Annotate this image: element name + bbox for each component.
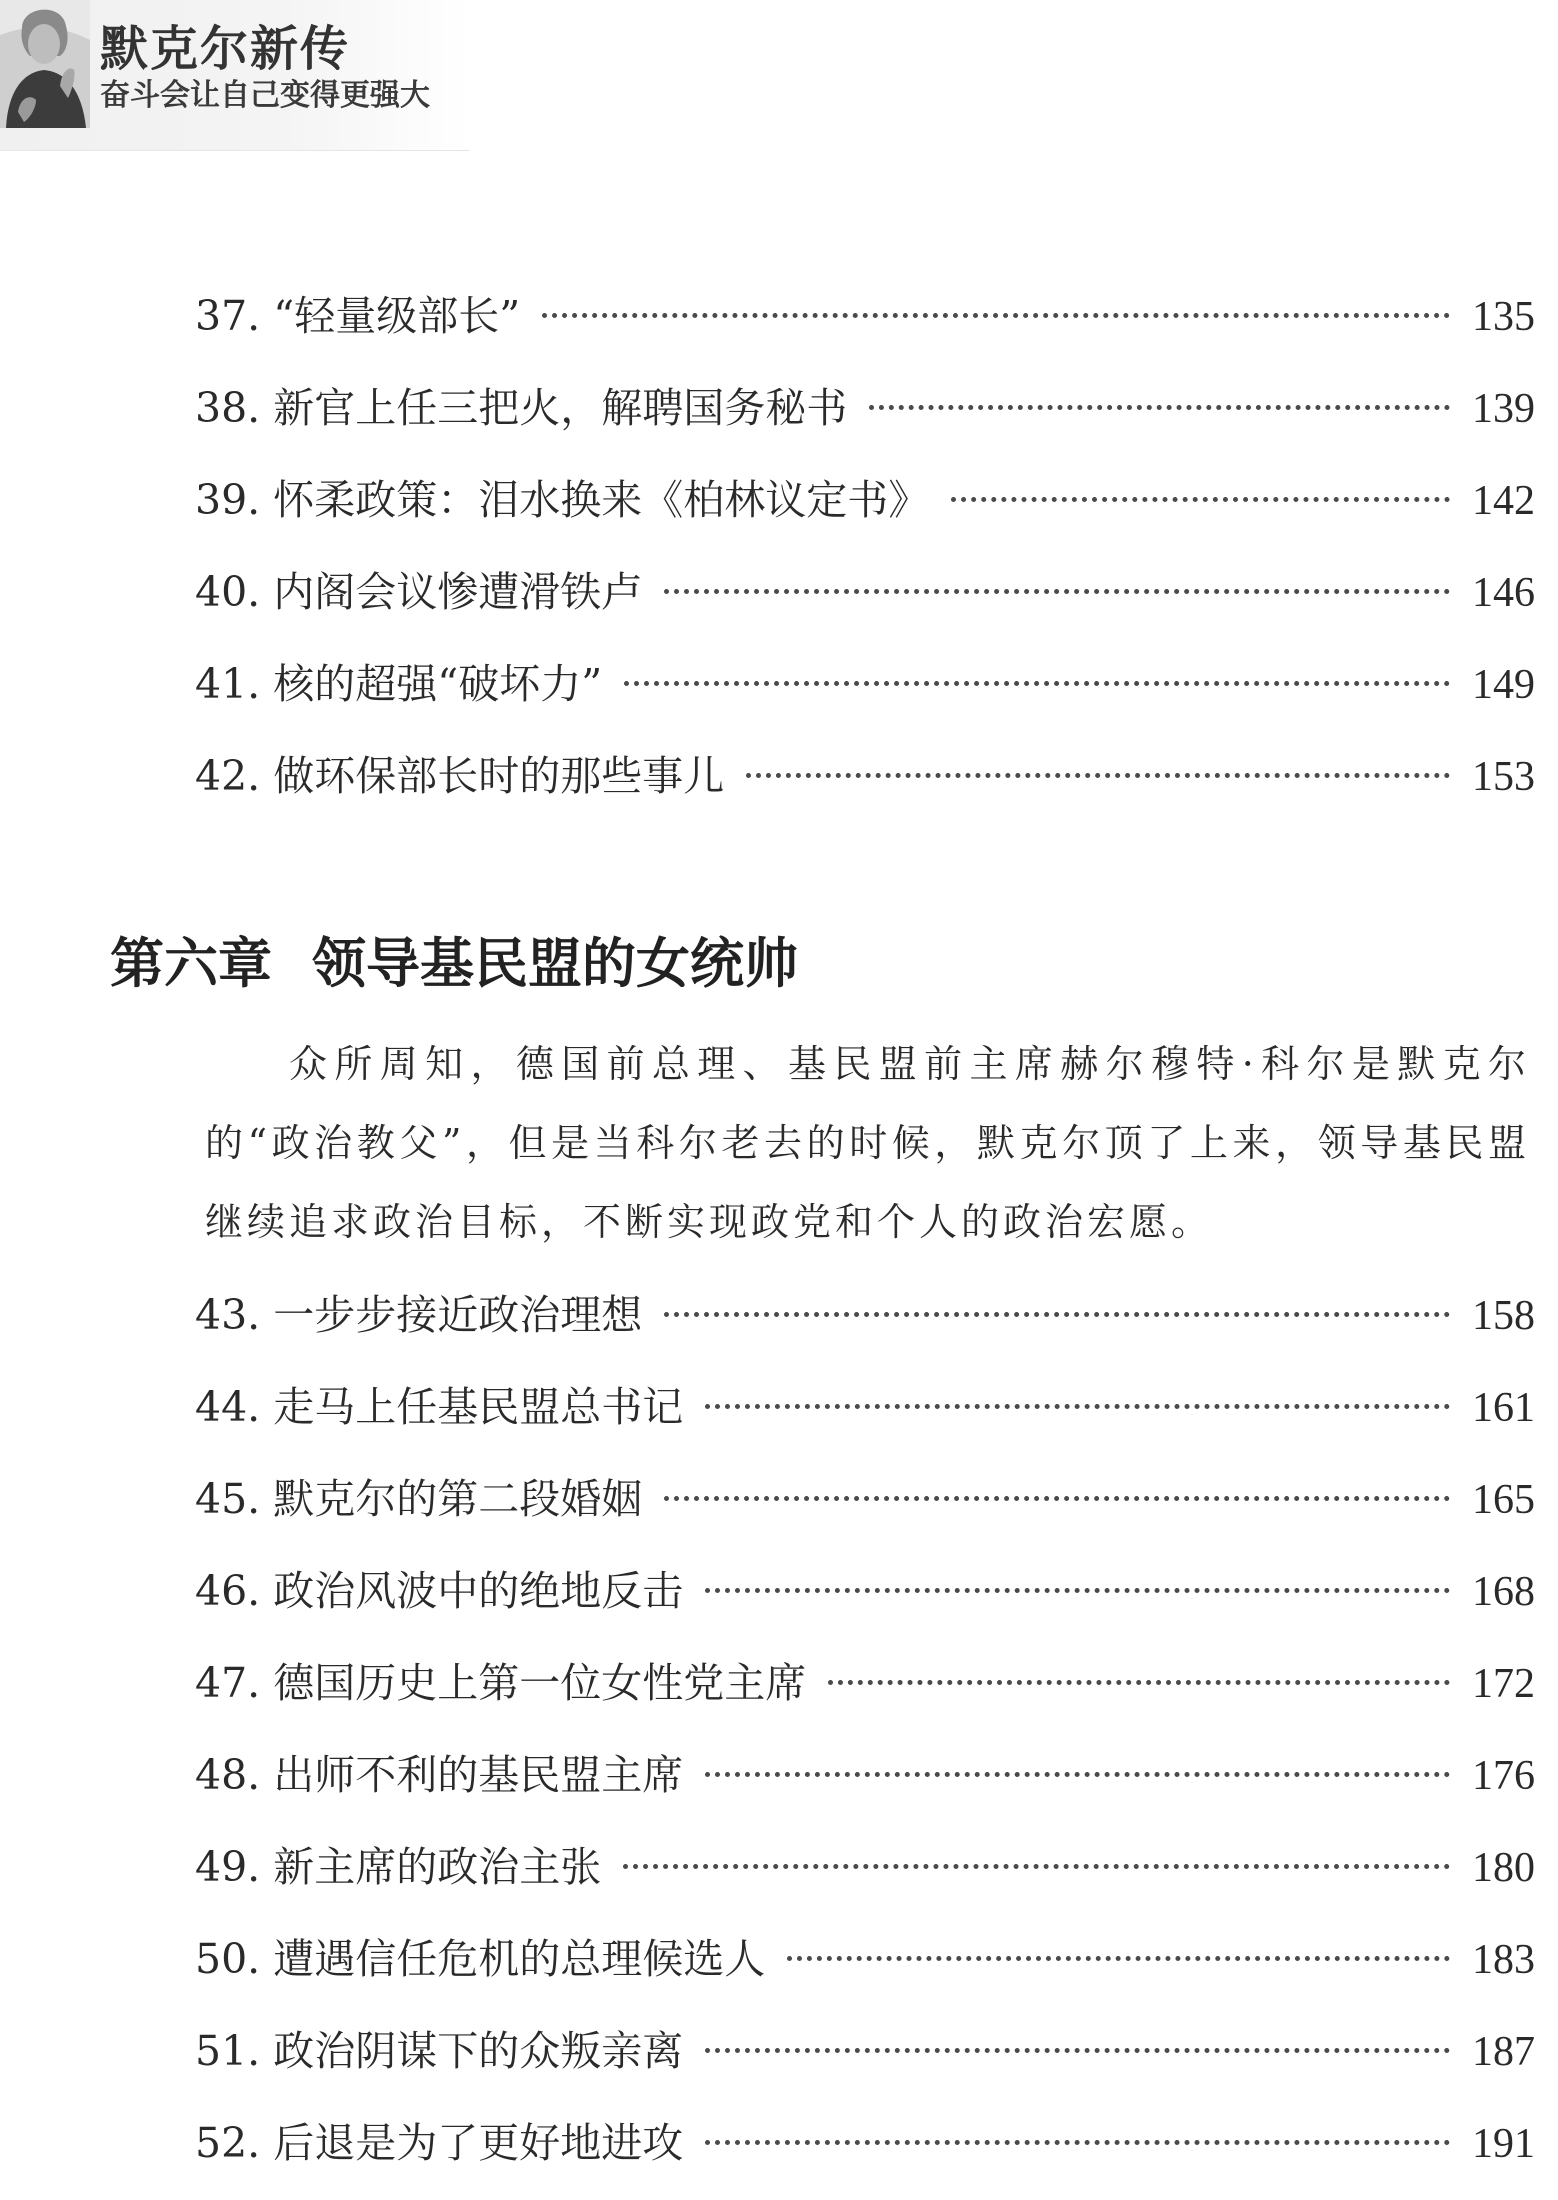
toc-page-number: 172 <box>1472 1661 1535 1707</box>
toc-page-number: 183 <box>1472 1937 1535 1983</box>
toc-entry-title: 48. 出师不利的基民盟主席 <box>195 1751 684 1799</box>
toc-entry[interactable] <box>195 730 1535 822</box>
toc-dot-leader <box>705 1772 1450 1777</box>
toc-list-top <box>195 270 1535 822</box>
toc-dot-leader <box>705 2048 1450 2053</box>
toc-entry[interactable] <box>195 1453 1535 1545</box>
toc-entry[interactable] <box>195 638 1535 730</box>
toc-page-number: 149 <box>1472 662 1535 708</box>
toc-page-number: 180 <box>1472 1845 1535 1891</box>
toc-entry-title: 51. 政治阴谋下的众叛亲离 <box>195 2027 684 2075</box>
toc-dot-leader <box>869 405 1450 410</box>
toc-dot-leader <box>787 1956 1450 1961</box>
toc-entry[interactable] <box>195 1361 1535 1453</box>
toc-entry[interactable] <box>195 2097 1535 2189</box>
toc-entry-title: 37. “轻量级部长” <box>195 292 521 340</box>
author-portrait-image <box>0 0 90 128</box>
toc-dot-leader <box>828 1680 1450 1685</box>
toc-entry-title: 47. 德国历史上第一位女性党主席 <box>195 1659 807 1707</box>
toc-page-number: 135 <box>1472 294 1535 340</box>
toc-dot-leader <box>746 773 1450 778</box>
toc-page-number: 158 <box>1472 1293 1535 1339</box>
toc-dot-leader <box>623 1864 1450 1869</box>
toc-entry[interactable] <box>195 454 1535 546</box>
toc-page-number: 161 <box>1472 1385 1535 1431</box>
toc-entry[interactable] <box>195 1269 1535 1361</box>
toc-entry-title: 44. 走马上任基民盟总书记 <box>195 1383 684 1431</box>
toc-dot-leader <box>705 2140 1450 2145</box>
chapter-title: 领导基民盟的女统帅 <box>312 931 798 995</box>
toc-page-number: 176 <box>1472 1753 1535 1799</box>
toc-entry-title: 49. 新主席的政治主张 <box>195 1843 602 1891</box>
chapter-heading <box>110 928 798 998</box>
chapter-number: 第六章 <box>110 931 272 995</box>
toc-dot-leader <box>705 1588 1450 1593</box>
toc-page-number: 165 <box>1472 1477 1535 1523</box>
toc-entry[interactable] <box>195 270 1535 362</box>
toc-dot-leader <box>951 497 1450 502</box>
toc-entry[interactable] <box>195 1545 1535 1637</box>
toc-entry[interactable] <box>195 1637 1535 1729</box>
toc-page-number: 187 <box>1472 2029 1535 2075</box>
toc-page-number: 153 <box>1472 754 1535 800</box>
toc-page-number: 191 <box>1472 2121 1535 2167</box>
toc-entry[interactable] <box>195 546 1535 638</box>
toc-entry-title: 50. 遭遇信任危机的总理候选人 <box>195 1935 766 1983</box>
book-subtitle: 奋斗会让自己变得更强大 <box>100 78 430 113</box>
toc-page-number: 139 <box>1472 386 1535 432</box>
running-header <box>0 0 470 151</box>
toc-dot-leader <box>705 1404 1450 1409</box>
toc-dot-leader <box>624 681 1450 686</box>
toc-dot-leader <box>664 1312 1450 1317</box>
toc-entry[interactable] <box>195 1729 1535 1821</box>
toc-entry-title: 46. 政治风波中的绝地反击 <box>195 1567 684 1615</box>
toc-entry-title: 38. 新官上任三把火，解聘国务秘书 <box>195 384 848 432</box>
toc-page-number: 168 <box>1472 1569 1535 1615</box>
toc-list-bottom <box>195 1269 1535 2189</box>
portrait-illustration <box>0 0 90 128</box>
toc-entry[interactable] <box>195 1913 1535 2005</box>
toc-entry[interactable] <box>195 362 1535 454</box>
toc-entry[interactable] <box>195 2005 1535 2097</box>
toc-page-number: 146 <box>1472 570 1535 616</box>
toc-entry-title: 43. 一步步接近政治理想 <box>195 1291 643 1339</box>
chapter-intro-paragraph: 众所周知，德国前总理、基民盟前主席赫尔穆特·科尔是默克尔的“政治教父”，但是当科尔老去的时候，默克尔顶了上来，领导基民盟继续追求政治目标，不断实现政党和个人的政治宏愿。 <box>205 1042 1530 1244</box>
toc-dot-leader <box>542 313 1450 318</box>
toc-entry-title: 39. 怀柔政策：泪水换来《柏林议定书》 <box>195 476 930 524</box>
toc-entry-title: 40. 内阁会议惨遭滑铁卢 <box>195 568 643 616</box>
toc-entry-title: 52. 后退是为了更好地进攻 <box>195 2119 684 2167</box>
toc-page-number: 142 <box>1472 478 1535 524</box>
toc-entry-title: 41. 核的超强“破坏力” <box>195 660 603 708</box>
toc-entry[interactable] <box>195 1821 1535 1913</box>
toc-entry-title: 42. 做环保部长时的那些事儿 <box>195 752 725 800</box>
book-title: 默克尔新传 <box>100 21 351 77</box>
header-text <box>100 20 430 114</box>
toc-dot-leader <box>664 589 1450 594</box>
toc-entry-title: 45. 默克尔的第二段婚姻 <box>195 1475 643 1523</box>
toc-dot-leader <box>664 1496 1450 1501</box>
